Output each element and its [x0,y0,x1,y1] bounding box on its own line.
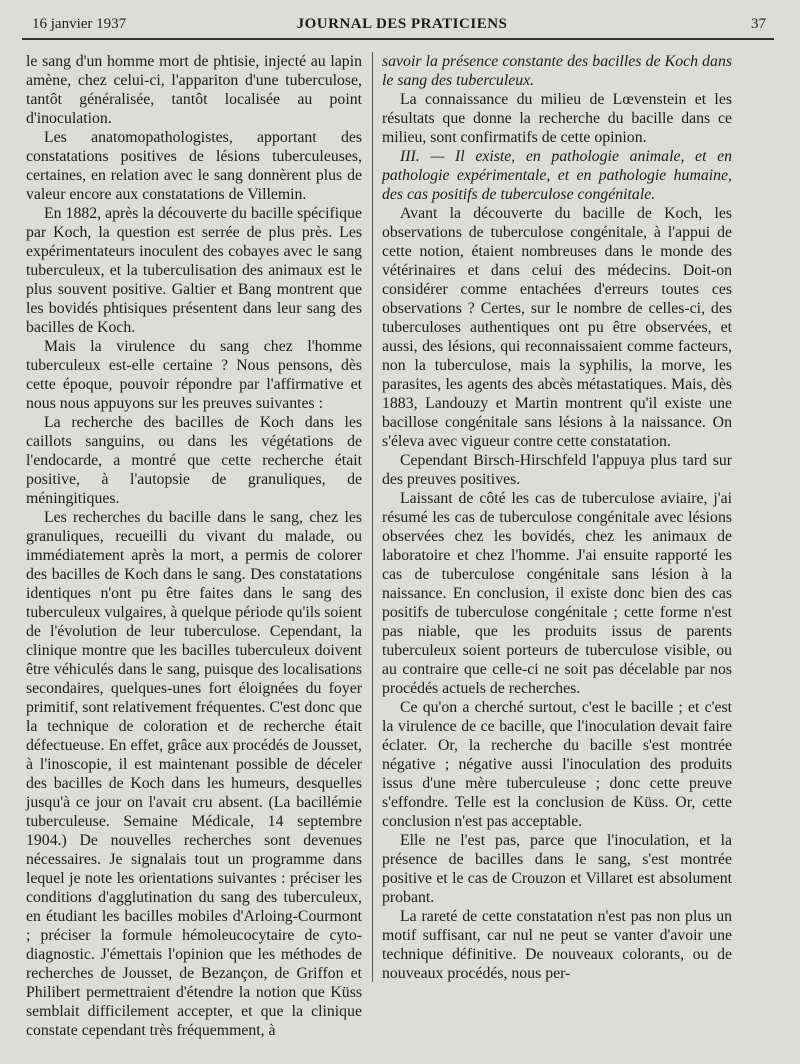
paragraph: Les anatomopathologistes, apportant des constatations positives de lésions tuberculeuses, certaines, en relation avec le sang donnèrent plus de valeur encore aux constatations de Villemin. [26,129,362,203]
paragraph: Avant la découverte du bacille de Koch, les observations de tuberculose congénitale, à l'appui de cette notion, étaient nombreuses dans le monde des vétérinaires et dans celui des médecins. Doit-on considérer comme entachées d'erreurs toutes ces observations ? Certes, sur le nombre de celles-ci, des tuberculoses authentiques ont pu être observées, et aussi, des lésions, qui reconnaissaient comme facteurs, non la tuberculose, mais la syphilis, la morve, les parasites, les agents des abcès métastatiques. Mais, dès 1883, Landouzy et Martin montrent qu'il existe une bacillose congénitale sans lésions à la naissance. On s'éleva avec vigueur contre cette constatation. [382,205,732,450]
issue-date: 16 janvier 1937 [32,16,127,32]
paragraph: La recherche des bacilles de Koch dans les caillots sanguins, ou dans les végétations de l'endocarde, a montré que cette recherche était positive, à l'autopsie de granuliques, de méningitiques. [26,414,362,507]
header-rule [22,38,774,40]
paragraph: Ce qu'on a cherché surtout, c'est le bacille ; et c'est la virulence de ce bacille, que l'inoculation devait faire éclater. Or, la recherche du bacille s'est montrée négative ; négative aussi l'inoculation des produits issus d'une mère tuberculeuse ; donc cette preuve s'effondre. Telle est la conclusion de Küss. Or, cette conclusion n'est pas acceptable. [382,699,732,830]
left-column [26,52,362,1040]
paragraph: savoir la présence constante des bacilles de Koch dans le sang des tuberculeux. [382,53,732,89]
paragraph: Les recherches du bacille dans le sang, chez les granuliques, recueilli du vivant du malade, ou immédiatement après la mort, a permis de colorer des bacilles de Koch dans le sang. Des constatations identiques n'ont pu être faites dans le sang des tuberculeux vulgaires, à quelque période qu'ils soient de l'évolution de leur tuberculose. Cependant, la clinique montre que les bacilles tuberculeux doivent être véhiculés dans le sang, puisque des localisations secondaires, quelques-unes fort éloignées du foyer primitif, sont relativement fréquentes. C'est donc que la technique de coloration et de recherche était défectueuse. En effet, grâce aux procédés de Jousset, à l'inoscopie, il est maintenant possible de déceler des bacilles de Koch dans les humeurs, desquelles jusqu'à ce jour on l'avait cru absent. (La bacillémie tuberculeuse. Semaine Médicale, 14 septembre 1904.) De nouvelles recherches sont devenues nécessaires. Je signalais tout un programme dans lequel je note les orientations suivantes : préciser les conditions d'agglutination du sang des tuberculeux, en étudiant les bacilles mobiles d'Arloing-Courmont ; préciser la formule hémoleucocytaire de cyto-diagnostic. J'émettais l'opinion que les méthodes de recherches de Jousset, de Bezançon, de Griffon et Philibert permettraient d'étendre la notion que Küss semblait difficilement accepter, et que la clinique constate cependant très fréquemment, à [26,509,362,1039]
column-divider [372,52,373,982]
paragraph: La connaissance du milieu de Lœvenstein et les résultats que donne la recherche du bacille dans ce milieu, sont confirmatifs de cette opinion. [382,91,732,146]
paragraph: Elle ne l'est pas, parce que l'inoculation, et la présence de bacilles dans le sang, s'est montrée positive et le cas de Crouzon et Villaret est absolument probant. [382,832,732,906]
paragraph: Mais la virulence du sang chez l'homme tuberculeux est-elle certaine ? Nous pensons, dès cette époque, pouvoir répondre par l'affirmative et nous nous appuyons sur les preuves suivantes : [26,338,362,412]
right-column [382,52,732,983]
journal-title: JOURNAL DES PRATICIENS [296,16,508,32]
page-header [32,14,772,36]
paragraph: Laissant de côté les cas de tuberculose aviaire, j'ai résumé les cas de tuberculose congénitale avec lésions observées chez les bovidés, chez les animaux de laboratoire et chez l'homme. J'ai ensuite rapporté les cas de tuberculose congénitale sans lésion à la naissance. En conclusion, il existe donc bien des cas positifs de tuberculose congénitale ; cette forme n'est pas niable, que les produits issus de parents tuberculeux soient porteurs de tuberculose visible, ou au contraire que celle-ci ne soit pas décelable par nos procédés actuels de recherches. [382,490,732,697]
paragraph: En 1882, après la découverte du bacille spécifique par Koch, la question est serrée de plus près. Les expérimentateurs inoculent des cobayes avec le sang tuberculeux, et la tuberculisation des animaux est le plus souvent positive. Galtier et Bang montrent que les bovidés phtisiques présentent dans leur sang des bacilles de Koch. [26,205,362,336]
page-number: 37 [751,16,766,32]
section-heading: III. — Il existe, en pathologie animale, et en pathologie expérimentale, et en pathologie humaine, des cas positifs de tuberculose congénitale. [382,148,732,203]
paragraph: Cependant Birsch-Hirschfeld l'appuya plus tard sur des preuves positives. [382,452,732,488]
paragraph: La rareté de cette constatation n'est pas non plus un motif suffisant, car nul ne peut se vanter d'avoir une technique définitive. De nouveaux colorants, ou de nouveaux procédés, nous per- [382,908,732,982]
paragraph: le sang d'un homme mort de phtisie, injecté au lapin amène, chez celui-ci, l'appariton d'une tuberculose, tantôt généralisée, tantôt localisée au point d'inoculation. [26,53,362,127]
